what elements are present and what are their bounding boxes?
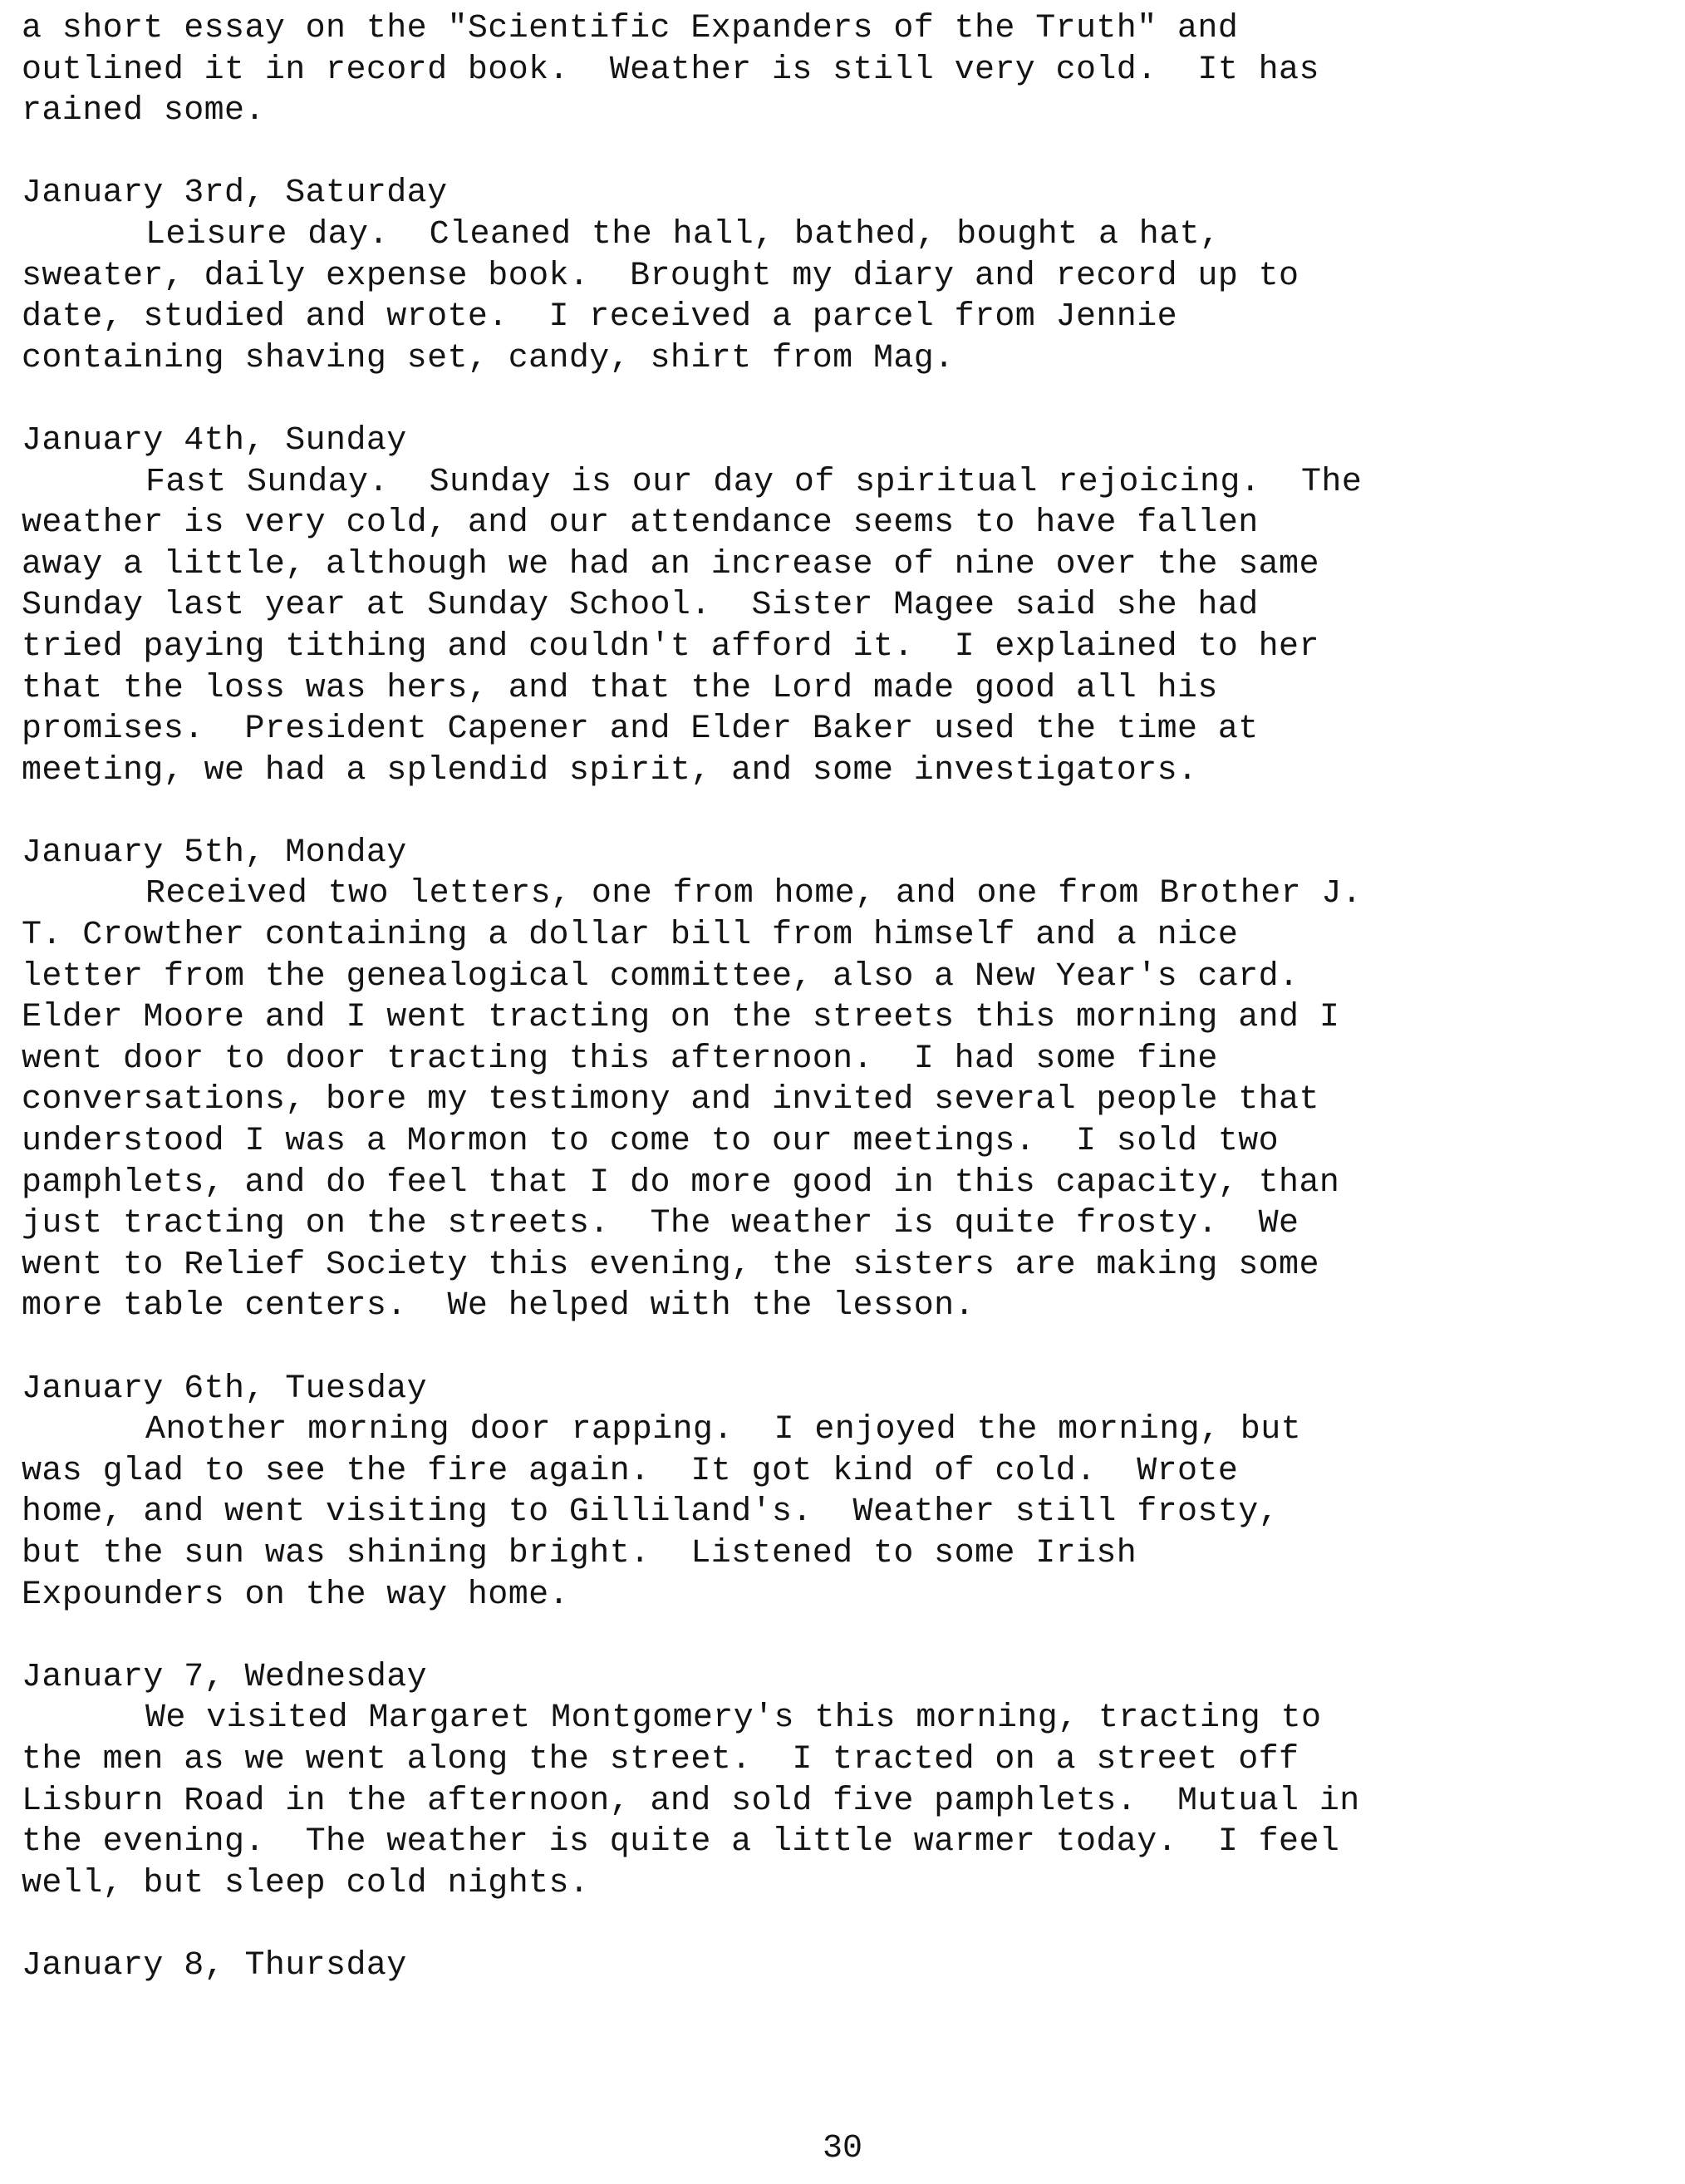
opening-paragraph bbox=[22, 8, 1675, 132]
page-number: 30 bbox=[822, 2130, 862, 2167]
text-line: went to Relief Society this evening, the sisters are making some bbox=[22, 1246, 1319, 1284]
entry-date: January 3rd, Saturday bbox=[22, 175, 448, 213]
text-line: tried paying tithing and couldn't afford it. I explained to her bbox=[22, 627, 1319, 666]
diary-entry bbox=[22, 1369, 1675, 1616]
text-line: sweater, daily expense book. Brought my diary and record up to bbox=[22, 257, 1299, 295]
text-line: letter from the genealogical committee, also a New Year's card. bbox=[22, 957, 1299, 996]
text-line: meeting, we had a splendid spirit, and some investigators. bbox=[22, 751, 1198, 789]
diary-entry bbox=[22, 173, 1675, 379]
text-line: but the sun was shining bright. Listened to some Irish bbox=[22, 1534, 1137, 1572]
text-line: went door to door tracting this afternoon. I had some fine bbox=[22, 1040, 1218, 1078]
diary-entry bbox=[22, 1945, 1675, 1987]
text-line: weather is very cold, and our attendance seems to have fallen bbox=[22, 504, 1259, 543]
text-line: that the loss was hers, and that the Lord made good all his bbox=[22, 669, 1218, 707]
text-line: rained some. bbox=[22, 92, 265, 130]
text-line: just tracting on the streets. The weather is quite frosty. We bbox=[22, 1205, 1299, 1243]
text-line: Fast Sunday. Sunday is our day of spiritual rejoicing. The bbox=[145, 463, 1363, 501]
entry-date: January 4th, Sunday bbox=[22, 421, 407, 460]
text-line: well, but sleep cold nights. bbox=[22, 1864, 590, 1902]
entry-date: January 7, Wednesday bbox=[22, 1658, 428, 1696]
entry-date: January 5th, Monday bbox=[22, 834, 407, 872]
diary-entry bbox=[22, 1657, 1675, 1905]
diary-page bbox=[22, 8, 1675, 1987]
diary-entry bbox=[22, 421, 1675, 791]
text-line: home, and went visiting to Gilliland's. Weather still frosty, bbox=[22, 1493, 1280, 1532]
text-line: outlined it in record book. Weather is still very cold. It has bbox=[22, 51, 1319, 89]
entry-date: January 6th, Tuesday bbox=[22, 1370, 428, 1408]
text-line: the men as we went along the street. I tracted on a street off bbox=[22, 1740, 1299, 1778]
text-line: promises. President Capener and Elder Baker used the time at bbox=[22, 711, 1259, 749]
diary-entry bbox=[22, 833, 1675, 1327]
text-line: the evening. The weather is quite a little warmer today. I feel bbox=[22, 1823, 1340, 1862]
text-line: Received two letters, one from home, and one from Brother J. bbox=[145, 875, 1363, 913]
text-line: We visited Margaret Montgomery's this morning, tracting to bbox=[145, 1699, 1322, 1738]
text-line: Expounders on the way home. bbox=[22, 1576, 569, 1614]
text-line: more table centers. We helped with the lesson. bbox=[22, 1287, 975, 1326]
text-line: Elder Moore and I went tracting on the streets this morning and I bbox=[22, 999, 1340, 1037]
text-line: was glad to see the fire again. It got kind of cold. Wrote bbox=[22, 1452, 1239, 1490]
text-line: containing shaving set, candy, shirt from Mag. bbox=[22, 339, 955, 377]
text-line: conversations, bore my testimony and invited several people that bbox=[22, 1081, 1319, 1119]
text-line: Leisure day. Cleaned the hall, bathed, bought a hat, bbox=[145, 215, 1221, 253]
text-line: T. Crowther containing a dollar bill from himself and a nice bbox=[22, 917, 1239, 955]
text-line: Lisburn Road in the afternoon, and sold five pamphlets. Mutual in bbox=[22, 1782, 1360, 1820]
text-line: Sunday last year at Sunday School. Sister Magee said she had bbox=[22, 587, 1259, 625]
text-line: Another morning door rapping. I enjoyed the morning, but bbox=[145, 1411, 1302, 1449]
text-line: understood I was a Mormon to come to our meetings. I sold two bbox=[22, 1123, 1280, 1161]
text-line: pamphlets, and do feel that I do more good in this capacity, than bbox=[22, 1163, 1340, 1202]
text-line: a short essay on the "Scientific Expanders of the Truth" and bbox=[22, 10, 1239, 47]
text-line: away a little, although we had an increase of nine over the same bbox=[22, 545, 1319, 583]
entry-date: January 8, Thursday bbox=[22, 1946, 407, 1985]
text-line: date, studied and wrote. I received a parcel from Jennie bbox=[22, 298, 1178, 337]
